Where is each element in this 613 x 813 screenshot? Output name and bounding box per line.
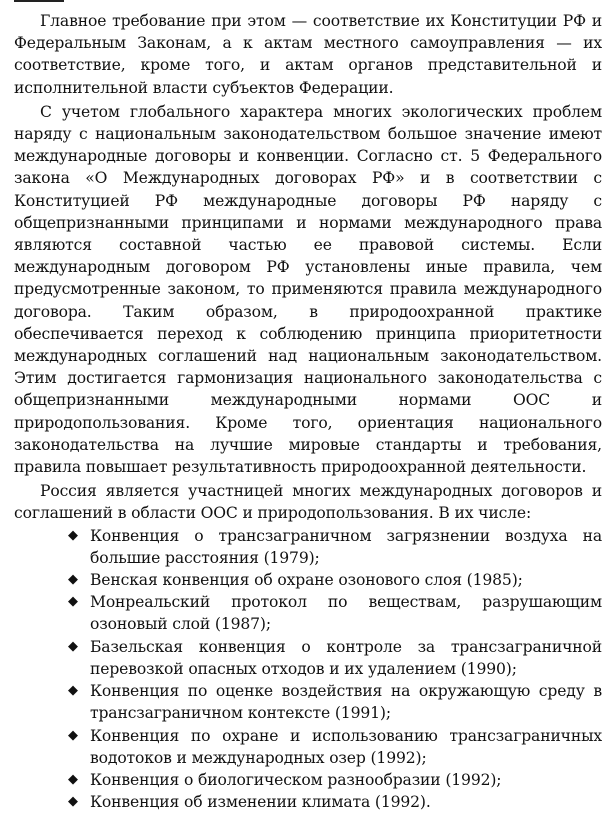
treaty-list (14, 525, 602, 813)
list-item-text: Базельская конвенция о контроле за трансзаграничной перевозкой опасных отходов и их удалением (1990); (90, 637, 602, 678)
list-item (14, 569, 602, 591)
diamond-bullet-icon: ◆ (68, 594, 78, 610)
list-item (14, 791, 602, 813)
list-item-text: Конвенция об изменении климата (1992). (90, 793, 431, 812)
list-item (14, 680, 602, 724)
list-item (14, 525, 602, 569)
diamond-bullet-icon: ◆ (68, 683, 78, 699)
list-item-text: Конвенция о трансзаграничном загрязнении воздуха на большие расстояния (1979); (90, 526, 602, 567)
diamond-bullet-icon: ◆ (68, 527, 78, 543)
list-item (14, 725, 602, 769)
paragraph-international-treaties: С учетом глобального характера многих экологических проблем наряду с национальным законодательством большое значение имеют международные договоры и конвенции. Согласно ст. 5 Федерального закона «О Международных договорах РФ» и в соответствии с Конституцией РФ международные договоры РФ наряду с общепризнанными принципами и нормами международного права являются составной частью ее правовой системы. Если международным договором РФ установлены иные правила, чем предусмотренные законом, то применяются правила международного договора. Таким образом, в природоохранной практике обеспечивается переход к соблюдению принципа приоритетности международных соглашений над национальным законодательством. Этим достигается гармонизация национального законодательства с общепризнанными международными нормами ООС и природопользования. Кроме того, ориентация национального законодательства на лучшие мировые стандарты и требования, правила повышает результативность природоохранной деятельности. (14, 102, 602, 477)
list-item (14, 769, 602, 791)
list-item (14, 636, 602, 680)
list-item (14, 591, 602, 635)
list-item-text: Венская конвенция об охране озонового слоя (1985); (90, 571, 523, 590)
top-rule (14, 0, 64, 2)
diamond-bullet-icon: ◆ (68, 572, 78, 588)
diamond-bullet-icon: ◆ (68, 727, 78, 743)
list-item-text: Конвенция по охране и использованию трансзаграничных водотоков и международных озер (1992); (90, 726, 602, 767)
diamond-bullet-icon: ◆ (68, 794, 78, 810)
diamond-bullet-icon: ◆ (68, 638, 78, 654)
list-item-text: Конвенция по оценке воздействия на окружающую среду в трансзаграничном контексте (1991); (90, 682, 602, 723)
diamond-bullet-icon: ◆ (68, 771, 78, 787)
list-item-text: Конвенция о биологическом разнообразии (1992); (90, 770, 502, 789)
document-page (14, 10, 602, 813)
paragraph-requirements: Главное требование при этом — соответствие их Конституции РФ и Федеральным Законам, а к актам местного самоуправления — их соответствие, кроме того, и актам органов представительной и исполнительной власти субъектов Федерации. (14, 12, 602, 97)
paragraph-russia-participation: Россия является участницей многих международных договоров и соглашений в области ООС и природопользования. В их числе: (14, 482, 602, 523)
list-item-text: Монреальский протокол по веществам, разрушающим озоновый слой (1987); (90, 593, 602, 634)
